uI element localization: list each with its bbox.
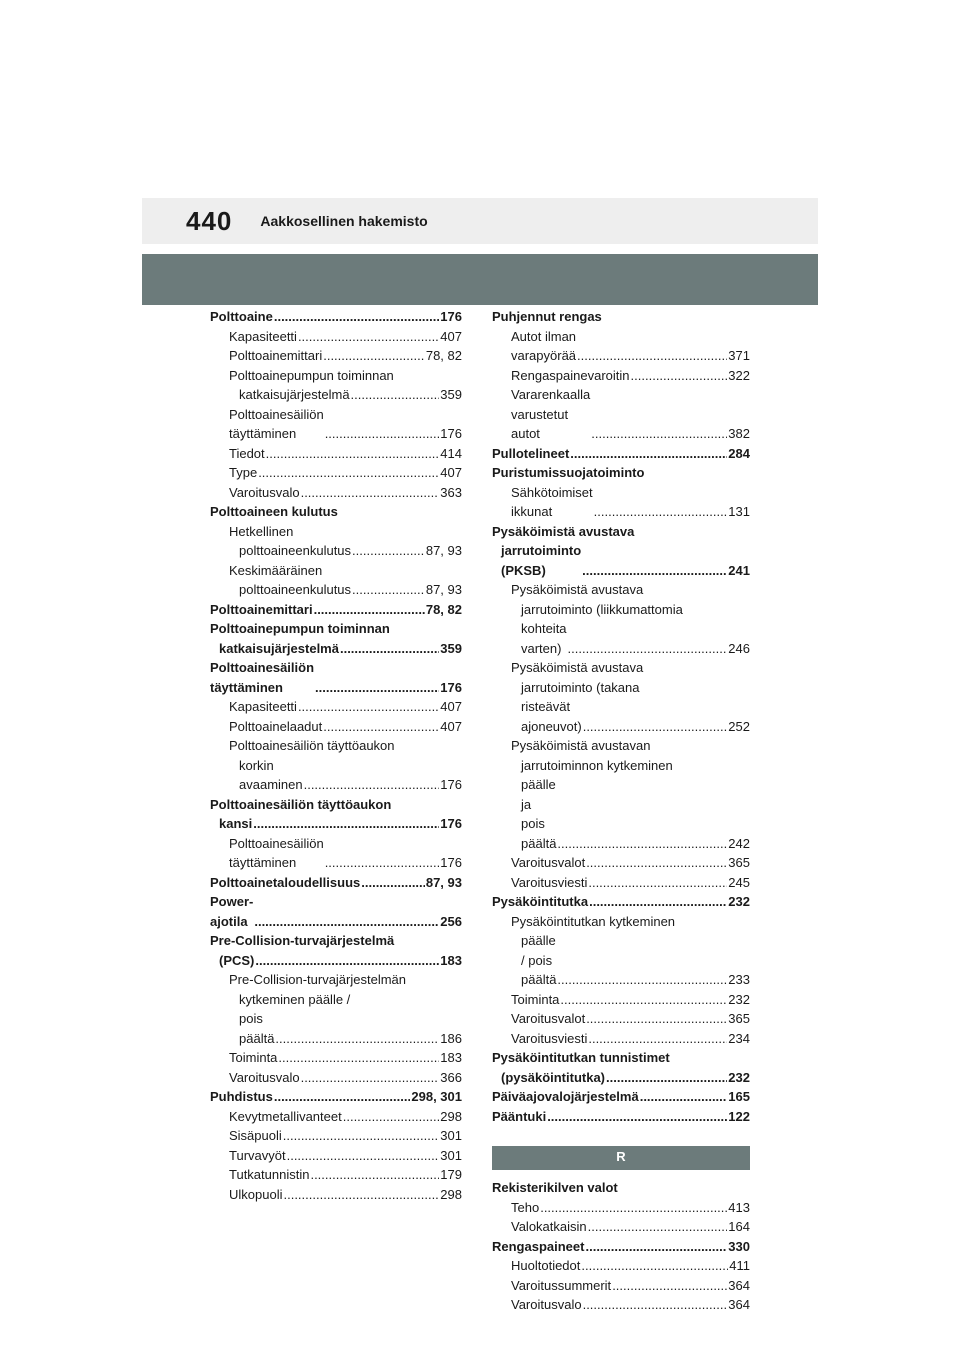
dot-leader xyxy=(612,1276,727,1296)
entry-label: Autot ilman varapyörää xyxy=(511,328,577,363)
entry-label: Toiminta xyxy=(229,1050,278,1065)
page-number: 440 xyxy=(186,205,233,236)
entry-label: Rengaspaineet xyxy=(492,1238,585,1254)
dot-leader xyxy=(577,346,727,366)
entry-label: katkaisujärjestelmä xyxy=(239,387,350,402)
index-column-right xyxy=(492,307,750,1315)
dot-leader xyxy=(298,697,439,717)
index-entry-main xyxy=(210,951,462,971)
dot-leader xyxy=(557,970,727,990)
page-reference[interactable]: 371 xyxy=(728,348,750,363)
index-heading: Pysäköimistä avustava xyxy=(492,523,635,539)
entry-label: Teho xyxy=(511,1199,540,1215)
index-entry-sub xyxy=(210,541,462,561)
dot-leader xyxy=(588,873,727,893)
index-heading: Pre-Collision-turvajärjestelmä xyxy=(210,933,395,948)
entry-label: Pullotelineet xyxy=(492,445,570,461)
index-entry-sub xyxy=(210,1048,462,1068)
dot-leader xyxy=(547,1107,727,1127)
dot-leader xyxy=(352,580,425,600)
entry-label: risteävät ajoneuvot) xyxy=(521,699,582,734)
page-reference[interactable]: 407 xyxy=(440,328,462,344)
index-entry-main xyxy=(210,873,462,893)
dot-leader xyxy=(258,463,439,483)
dot-leader xyxy=(583,717,728,737)
page-reference[interactable]: 407 xyxy=(440,465,462,480)
page-reference[interactable]: 164 xyxy=(728,1219,750,1234)
page-reference[interactable]: 298 xyxy=(440,1108,462,1124)
index-heading: Puhjennut rengas xyxy=(492,309,602,324)
index-heading: Rekisterikilven valot xyxy=(492,1180,618,1195)
page-reference[interactable]: 252 xyxy=(728,718,750,734)
page-reference[interactable]: 87, 93 xyxy=(425,582,462,597)
dot-leader xyxy=(275,1029,439,1049)
index-entry-sub xyxy=(492,775,750,853)
index-subheading: Pre-Collision-turvajärjestelmän xyxy=(229,972,407,987)
page-header xyxy=(142,198,818,244)
page-reference[interactable]: 78, 82 xyxy=(425,348,462,363)
page-reference[interactable]: 366 xyxy=(440,1069,462,1085)
page-reference[interactable]: 364 xyxy=(728,1297,750,1312)
index-entry-sub xyxy=(210,1107,462,1127)
page-reference[interactable]: 176 xyxy=(440,679,462,695)
index-entry-sub xyxy=(492,931,750,990)
entry-label: korkin avaaminen xyxy=(239,757,303,792)
index-heading: Pysäköintitutkan tunnistimet xyxy=(492,1050,670,1065)
entry-label: päälle ja pois päältä xyxy=(521,777,557,851)
entry-label: Ulkopuoli xyxy=(229,1186,283,1202)
dot-leader xyxy=(340,639,439,659)
entry-label: Varoitusvalo xyxy=(229,1069,300,1085)
dot-leader xyxy=(631,366,728,386)
entry-label: Tutkatunnistin xyxy=(229,1167,310,1182)
index-entry-sub xyxy=(210,580,462,600)
index-subheading: Pysäköintitutkan kytkeminen xyxy=(511,913,676,929)
dot-leader xyxy=(594,502,728,522)
page-reference[interactable]: 87, 93 xyxy=(425,543,462,558)
page-reference[interactable]: 176 xyxy=(440,426,462,441)
entry-label: (pysäköintitutka) xyxy=(501,1069,606,1085)
entry-label: Sähkötoimiset ikkunat xyxy=(511,484,593,519)
index-subheading: jarrutoiminnon kytkeminen xyxy=(521,757,673,773)
dot-leader xyxy=(568,639,728,659)
page-reference[interactable]: 298, 301 xyxy=(411,1089,462,1104)
page-reference[interactable]: 78, 82 xyxy=(425,601,462,617)
page-reference[interactable]: 322 xyxy=(728,367,750,383)
page-reference[interactable]: 414 xyxy=(440,445,462,461)
index-entry-sub xyxy=(210,1165,462,1185)
page-reference[interactable]: 176 xyxy=(440,309,462,324)
index-entry-sub xyxy=(210,463,462,483)
entry-label: kohteita varten) xyxy=(521,621,567,656)
page-reference[interactable]: 365 xyxy=(728,1011,750,1026)
page-reference[interactable]: 183 xyxy=(440,1050,462,1065)
index-entry-sub xyxy=(492,327,750,366)
entry-label: pois päältä xyxy=(239,1011,275,1046)
index-entry-sub xyxy=(492,366,750,386)
index-subheading: Pysäköimistä avustava xyxy=(511,660,644,675)
index-entry-main xyxy=(492,1107,750,1127)
entry-label: Varoitusvalot xyxy=(511,1011,586,1026)
index-entry-sub xyxy=(492,619,750,658)
index-entry-sub xyxy=(492,1217,750,1237)
entry-label: jarrutoiminto (PKSB) xyxy=(501,543,582,578)
index-subheading: jarrutoiminto (takana xyxy=(521,679,640,695)
entry-label: Polttoainelaadut xyxy=(229,718,323,734)
entry-label: Polttoainesäiliön täyttäminen xyxy=(210,660,315,695)
dot-leader xyxy=(581,1256,728,1276)
dot-leader xyxy=(301,483,440,503)
dot-leader xyxy=(323,717,439,737)
page-reference[interactable]: 246 xyxy=(728,640,750,656)
index-entry-sub xyxy=(210,1185,462,1205)
page-reference[interactable]: 234 xyxy=(728,1030,750,1046)
index-entry-sub xyxy=(210,444,462,464)
index-subheading: Pysäköimistä avustava xyxy=(511,582,644,597)
index-entry-main xyxy=(492,1087,750,1107)
index-column-left xyxy=(210,307,462,1204)
dot-leader xyxy=(352,541,425,561)
dot-leader xyxy=(283,1126,440,1146)
dot-leader xyxy=(588,1029,727,1049)
entry-label: Puhdistus xyxy=(210,1089,273,1104)
entry-label: Varoitusviesti xyxy=(511,874,588,890)
index-heading: Puristumissuojatoiminto xyxy=(492,465,645,480)
index-entry-sub xyxy=(210,756,462,795)
dot-leader xyxy=(255,951,439,971)
dot-leader xyxy=(323,346,425,366)
entry-label: Polttoainesäiliön täyttäminen xyxy=(229,406,324,441)
page-reference[interactable]: 301 xyxy=(440,1128,462,1143)
page-reference[interactable]: 407 xyxy=(440,718,462,734)
page-reference[interactable]: 359 xyxy=(440,640,462,656)
entry-label: katkaisujärjestelmä xyxy=(219,640,339,656)
dot-leader xyxy=(560,990,727,1010)
entry-label: päälle / pois päältä xyxy=(521,933,557,987)
page-reference[interactable]: 301 xyxy=(440,1147,462,1163)
page-reference[interactable]: 364 xyxy=(728,1277,750,1293)
entry-label: Rengaspainevaroitin xyxy=(511,367,630,383)
entry-label: Polttoainemittari xyxy=(229,348,323,363)
dot-leader xyxy=(310,1165,439,1185)
index-entry-sub xyxy=(492,1276,750,1296)
index-heading: Polttoaineen kulutus xyxy=(210,504,338,519)
dot-leader xyxy=(274,307,439,327)
entry-label: polttoaineenkulutus xyxy=(239,543,352,558)
page-reference[interactable]: 359 xyxy=(440,387,462,402)
entry-label: Varoitusvalo xyxy=(229,484,300,500)
entry-label: Valokatkaisin xyxy=(511,1219,587,1234)
page-reference[interactable]: 256 xyxy=(440,913,462,929)
entry-label: kansi xyxy=(219,816,253,831)
entry-label: Polttoainesäiliön täyttäminen xyxy=(229,835,324,870)
dot-leader xyxy=(586,1009,727,1029)
dot-leader xyxy=(589,892,727,912)
entry-label: (PCS) xyxy=(219,952,255,968)
index-subheading: Hetkellinen xyxy=(229,523,294,539)
page-reference[interactable]: 242 xyxy=(728,835,750,851)
page-reference[interactable]: 413 xyxy=(728,1199,750,1215)
index-entry-sub xyxy=(492,853,750,873)
entry-label: Polttoaine xyxy=(210,309,273,324)
index-heading: Polttoainesäiliön täyttöaukon xyxy=(210,796,392,812)
index-subheading: kytkeminen päälle / xyxy=(239,991,351,1007)
dot-leader xyxy=(361,873,425,893)
index-entry-sub xyxy=(210,1146,462,1166)
entry-label: polttoaineenkulutus xyxy=(239,582,352,597)
dot-leader xyxy=(301,1068,440,1088)
dot-leader xyxy=(304,775,440,795)
page-reference[interactable]: 241 xyxy=(728,562,750,578)
index-entry-sub xyxy=(492,1295,750,1315)
dot-leader xyxy=(583,1295,728,1315)
index-entry-main xyxy=(210,639,462,659)
entry-label: Varoitusvalo xyxy=(511,1297,582,1312)
index-entry-sub xyxy=(492,990,750,1010)
dot-leader xyxy=(640,1087,728,1107)
page-reference[interactable]: 411 xyxy=(729,1258,750,1273)
letter-section-bar: R xyxy=(492,1146,750,1170)
entry-label: Päiväajovalojärjestelmä xyxy=(492,1089,639,1104)
page-reference[interactable]: 365 xyxy=(728,855,750,870)
index-entry-main xyxy=(210,892,462,931)
entry-label: Type xyxy=(229,465,258,480)
entry-label: Huoltotiedot xyxy=(511,1258,581,1273)
dot-leader xyxy=(585,1237,727,1257)
index-entry-sub xyxy=(492,1256,750,1276)
index-subheading: Pysäköimistä avustavan xyxy=(511,738,651,753)
index-entry-main xyxy=(210,307,462,327)
page-reference[interactable]: 165 xyxy=(728,1089,750,1104)
index-entry-main xyxy=(492,444,750,464)
page-reference[interactable]: 183 xyxy=(440,952,462,968)
index-entry-sub xyxy=(210,1009,462,1048)
dot-leader xyxy=(606,1068,727,1088)
index-entry-sub xyxy=(210,405,462,444)
dot-leader xyxy=(588,1217,728,1237)
entry-label: Kevytmetallivanteet xyxy=(229,1108,342,1124)
index-entry-sub xyxy=(210,697,462,717)
page-reference[interactable]: 176 xyxy=(440,777,462,792)
index-entry-main xyxy=(210,1087,462,1107)
entry-label: Kapasiteetti xyxy=(229,699,297,714)
page-reference[interactable]: 131 xyxy=(728,504,750,519)
dot-leader xyxy=(343,1107,440,1127)
entry-label: Kapasiteetti xyxy=(229,328,297,344)
header-band xyxy=(142,254,818,305)
dot-leader xyxy=(278,1048,439,1068)
index-entry-sub xyxy=(210,327,462,347)
page-reference[interactable]: 298 xyxy=(440,1186,462,1202)
index-heading: Polttoainepumpun toiminnan xyxy=(210,621,390,636)
index-subheading: Keskimääräinen xyxy=(229,562,323,578)
page-reference[interactable]: 245 xyxy=(728,874,750,890)
dot-leader xyxy=(540,1198,727,1218)
index-entry-sub xyxy=(492,873,750,893)
dot-leader xyxy=(298,327,439,347)
entry-label: Varoitusvalot xyxy=(511,855,586,870)
entry-label: Tiedot xyxy=(229,445,265,461)
page-reference[interactable]: 382 xyxy=(728,426,750,441)
page-reference[interactable]: 176 xyxy=(440,816,462,831)
dot-leader xyxy=(266,444,440,464)
page-reference[interactable]: 284 xyxy=(728,445,750,461)
page-reference[interactable]: 232 xyxy=(728,991,750,1007)
dot-leader xyxy=(325,853,440,873)
entry-label: Polttoainemittari xyxy=(210,601,313,617)
dot-leader xyxy=(314,600,425,620)
index-subheading: Polttoainesäiliön täyttöaukon xyxy=(229,738,395,753)
dot-leader xyxy=(253,814,439,834)
entry-label: Turvavyöt xyxy=(229,1147,286,1163)
index-entry-sub xyxy=(210,717,462,737)
page-reference[interactable]: 87, 93 xyxy=(425,874,462,890)
index-entry-main xyxy=(210,600,462,620)
dot-leader xyxy=(586,853,727,873)
entry-label: Varoitusviesti xyxy=(511,1030,588,1046)
page-reference[interactable]: 407 xyxy=(440,699,462,714)
index-entry-main xyxy=(492,541,750,580)
index-entry-main xyxy=(210,658,462,697)
index-entry-main xyxy=(492,892,750,912)
entry-label: Sisäpuoli xyxy=(229,1128,282,1143)
dot-leader xyxy=(254,912,439,932)
index-entry-sub xyxy=(210,1068,462,1088)
entry-label: Varoitussummerit xyxy=(511,1277,612,1293)
index-entry-sub xyxy=(210,385,462,405)
dot-leader xyxy=(287,1146,440,1166)
index-entry-sub xyxy=(492,385,750,444)
index-entry-main xyxy=(210,814,462,834)
index-subheading: Polttoainepumpun toiminnan xyxy=(229,367,394,383)
page-reference[interactable]: 176 xyxy=(440,855,462,870)
index-entry-sub xyxy=(210,483,462,503)
page-reference[interactable]: 330 xyxy=(728,1238,750,1254)
index-entry-sub xyxy=(492,697,750,736)
page-reference[interactable]: 179 xyxy=(440,1167,462,1182)
index-entry-sub xyxy=(210,346,462,366)
index-entry-sub xyxy=(492,1029,750,1049)
index-entry-main xyxy=(492,1237,750,1257)
dot-leader xyxy=(283,1185,439,1205)
page-reference[interactable]: 363 xyxy=(440,484,462,500)
index-subheading: jarrutoiminto (liikkumattomia xyxy=(521,601,683,617)
index-entry-sub xyxy=(210,834,462,873)
index-entry-sub xyxy=(492,483,750,522)
dot-leader xyxy=(557,834,727,854)
index-entry-main xyxy=(492,1068,750,1088)
page-reference[interactable]: 122 xyxy=(728,1108,750,1124)
dot-leader xyxy=(591,424,727,444)
entry-label: Pysäköintitutka xyxy=(492,894,589,909)
dot-leader xyxy=(315,678,439,698)
entry-label: Power-ajotila xyxy=(210,894,254,929)
entry-label: Vararenkaalla varustetut autot xyxy=(511,387,591,441)
section-title: Aakkosellinen hakemisto xyxy=(260,213,428,229)
dot-leader xyxy=(582,561,727,581)
dot-leader xyxy=(351,385,440,405)
page-reference[interactable]: 232 xyxy=(728,894,750,909)
dot-leader xyxy=(274,1087,411,1107)
dot-leader xyxy=(570,444,727,464)
dot-leader xyxy=(325,424,440,444)
page-reference[interactable]: 186 xyxy=(440,1030,462,1046)
entry-label: Pääntuki xyxy=(492,1108,547,1124)
page-reference[interactable]: 233 xyxy=(728,972,750,987)
entry-label: Toiminta xyxy=(511,991,560,1007)
entry-label: Polttoainetaloudellisuus xyxy=(210,874,361,890)
index-entry-sub xyxy=(492,1198,750,1218)
index-entry-sub xyxy=(492,1009,750,1029)
index-entry-sub xyxy=(210,1126,462,1146)
page-reference[interactable]: 232 xyxy=(728,1069,750,1085)
